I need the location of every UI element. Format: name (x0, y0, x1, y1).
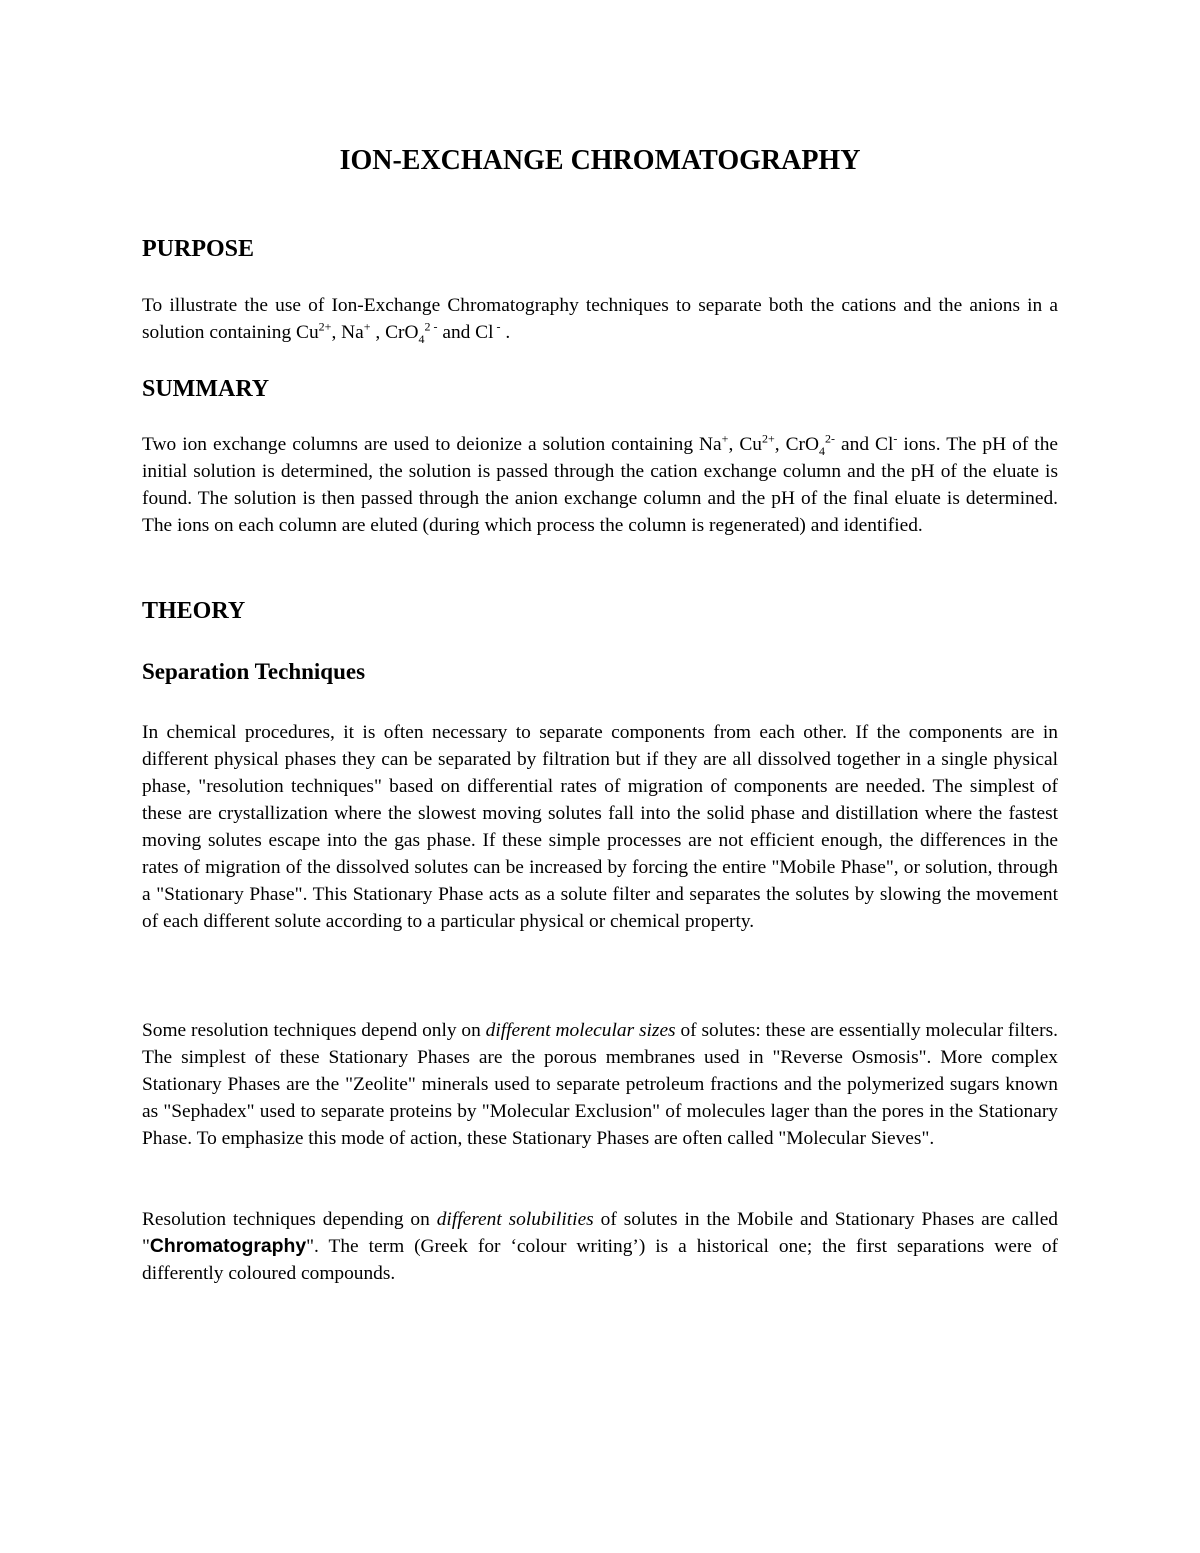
summary-paragraph: Two ion exchange columns are used to deionize a solution containing Na+, $Cu^{2+}$, CrO$_4^{2-}$ and Cl- ions. The pH of the initial solution is determined, the solution is passed through the cation exchange column and the pH of the eluate is found. The solution is then passed through the anion exchange column and the pH of the final eluate is determined. The ions on each column are eluted (during which process the column is regenerated) and identified. (142, 431, 1058, 536)
theory-paragraph-2: Some resolution techniques depend only on different molecular sizes of solutes: these are essentially molecular filters. The simplest of these Stationary Phases are the porous membranes used in "Reverse Osmosis". More complex Stationary Phases are the "Zeolite" minerals used to separate petroleum fractions and the polymerized sugars known as "Sephadex" used to separate proteins by "Molecular Exclusion" of molecules lager than the pores in the Stationary Phase. To emphasize this mode of action, these Stationary Phases are often called "Molecular Sieves". (142, 1020, 1058, 1149)
theory-heading: THEORY (142, 598, 246, 624)
separation-techniques-heading: Separation Techniques (142, 659, 366, 684)
purpose-paragraph: To illustrate the use of Ion-Exchange Chromatography techniques to separate both the cations and the anions in a solution containing $Cu^{2+}$, Na+ , CrO$_4^{2 -}$ and Cl - . (142, 295, 1058, 346)
theory-paragraph-1: In chemical procedures, it is often necessary to separate components from each other. If the components are in different physical phases they can be separated by filtration but if they are all dissolved together in a single physical phase, "resolution techniques" based on differential rates of migration of components are needed. The simplest of these are crystallization where the slowest moving solutes fall into the solid phase and distillation where the fastest moving solutes escape into the gas phase. If these simple processes are not efficient enough, the differences in the rates of migration of the dissolved solutes can be increased by forcing the entire "Mobile Phase", or solution, through a "Stationary Phase". This Stationary Phase acts as a solute filter and separates the solutes by slowing the movement of each different solute according to a particular physical or chemical property. (142, 722, 1058, 932)
summary-heading: SUMMARY (142, 376, 270, 402)
purpose-heading: PURPOSE (142, 236, 255, 262)
theory-paragraph-3: Resolution techniques depending on different solubilities of solutes in the Mobile and Stationary Phases are called "Chromatography". The term (Greek for ‘colour writing’) is a historical one; the first separations were of differently coloured compounds. (142, 1209, 1058, 1284)
document-title: ION-EXCHANGE CHROMATOGRAPHY (339, 145, 861, 176)
